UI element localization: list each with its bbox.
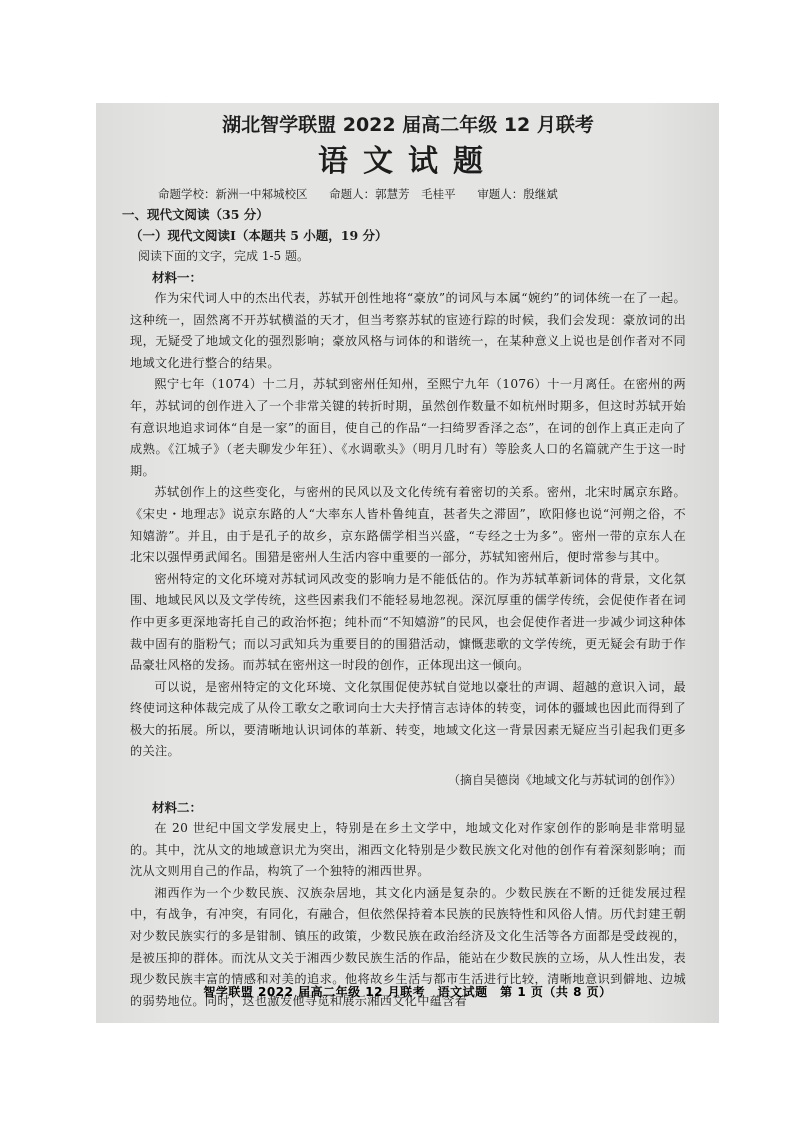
material2-paragraph: 在 20 世纪中国文学发展史上，特别是在乡土文学中，地域文化对作家创作的影响是非常明显的。其中，沈从文的地域意识尤为突出，湘西文化特别是少数民族文化对他的创作有着深刻影响；而沈从文则用自己的作品，构筑了一个独特的湘西世界。 (130, 821, 686, 879)
proposition-line (130, 183, 686, 205)
subject-title: 语文试题 (318, 144, 498, 179)
exam-page (96, 103, 719, 1023)
material1-paragraph: 作为宋代词人中的杰出代表，苏轼开创性地将“豪放”的词风与本属“婉约”的词体统一在了一起。这种统一，固然离不开苏轼横溢的天才，但当考察苏轼的宦迹行踪的时候，我们会发现：豪放词的出现，无疑受了地域文化的强烈影响；豪放风格与词体的和谐统一，在某种意义上说也是创作者对不同地域文化进行整合的结果。 (130, 291, 686, 370)
exam-title: 湖北智学联盟 2022 届高二年级 12 月联考 (222, 114, 594, 136)
subsection-heading: （一）现代文阅读Ⅰ（本题共 5 小题，19 分） (130, 228, 388, 243)
material2-paragraph: 湘西作为一个少数民族、汉族杂居地，其文化内涵是复杂的。少数民族在不断的迁徙发展过程中，有战争，有冲突，有同化，有融合，但依然保持着本民族的民族特性和风俗人情。历代封建王朝对少数民族实行的多是钳制、镇压的政策，少数民族在政治经济及文化生活等各方面都是受歧视的，是被压抑的群体。而沈从文关于湘西少数民族生活的作品，能站在少数民族的立场，从人性出发，表现少数民族丰富的情感和对美的追求。他将故乡生活与都市生活进行比较，清晰地意识到僻地、边城的弱势地位。同时，这也激发他寻觅和展示湘西文化中蕴含着 (130, 885, 686, 1008)
material2-label: 材料二： (152, 800, 203, 816)
material1-citation: （摘自吴德岗《地域文化与苏轼词的创作》） (447, 773, 682, 788)
reading-instruction: 阅读下面的文字，完成 1-5 题。 (138, 249, 309, 263)
page-footer: 智学联盟 2022 届高二年级 12 月联考 语文试题 第 1 页（共 8 页） (203, 985, 612, 999)
page-content (122, 111, 686, 1012)
section-heading: 一、现代文阅读（35 分） (122, 207, 269, 222)
proposition-reviewer: 审题人：殷继斌 (477, 187, 558, 201)
material1-paragraph: 可以说，是密州特定的文化环境、文化氛围促使苏轼自觉地以豪壮的声调、超越的意识入词，最终使词这种体裁完成了从伶工歌女之歌词向士大夫抒情言志诗体的转变，词体的疆域也因此而得到了极大的拓展。所以，要清晰地认识词体的革新、转变，地域文化这一背景因素无疑应当引起我们更多的关注。 (130, 679, 686, 759)
material1-paragraph: 苏轼创作上的这些变化，与密州的民风以及文化传统有着密切的关系。密州，北宋时属京东路。《宋史・地理志》说京东路的人“大率东人皆朴鲁纯直，甚者失之滞固”，欧阳修也说“河朔之俗，不知嬉游”。并且，由于是孔子的故乡，京东路儒学相当兴盛，“专经之士为多”。密州一带的京东人在北宋以强悍勇武闻名。围猎是密州人生活内容中重要的一部分，苏轼知密州后，便时常参与其中。 (130, 485, 686, 565)
material1-paragraph: 密州特定的文化环境对苏轼词风改变的影响力是不能低估的。作为苏轼革新词体的背景，文化氛围、地域民风以及文学传统，这些因素我们不能轻易地忽视。深沉厚重的儒学传统，会促使作者在词作中更多更深地寄托自己的政治怀抱；纯朴而“不知嬉游”的民风，也会促使作者进一步减少词这种体裁中固有的脂粉气；而以习武知兵为重要目的的围猎活动，慷慨悲歌的文学传统，更无疑会有助于作品豪壮风格的发扬。而苏轼在密州这一时段的创作，正体现出这一倾向。 (130, 571, 686, 673)
proposition-authors: 命题人：郭慧芳 毛桂平 (329, 187, 456, 201)
material1-label: 材料一： (152, 270, 203, 285)
material1-paragraph: 熙宁七年（1074）十二月，苏轼到密州任知州，至熙宁九年（1076）十一月离任。在密州的两年，苏轼词的创作进入了一个非常关键的转折时期，虽然创作数量不如杭州时期多，但这时苏轼开始有意识地追求词体“自是一家”的面目，使自己的作品“一扫绮罗香泽之态”，在词的创作上真正走向了成熟。《江城子》（老夫聊发少年狂）、《水调歌头》（明月几时有）等脍炙人口的名篇就产生于这一时期。 (130, 377, 686, 478)
proposition-school: 命题学校：新洲一中邾城校区 (158, 187, 308, 201)
